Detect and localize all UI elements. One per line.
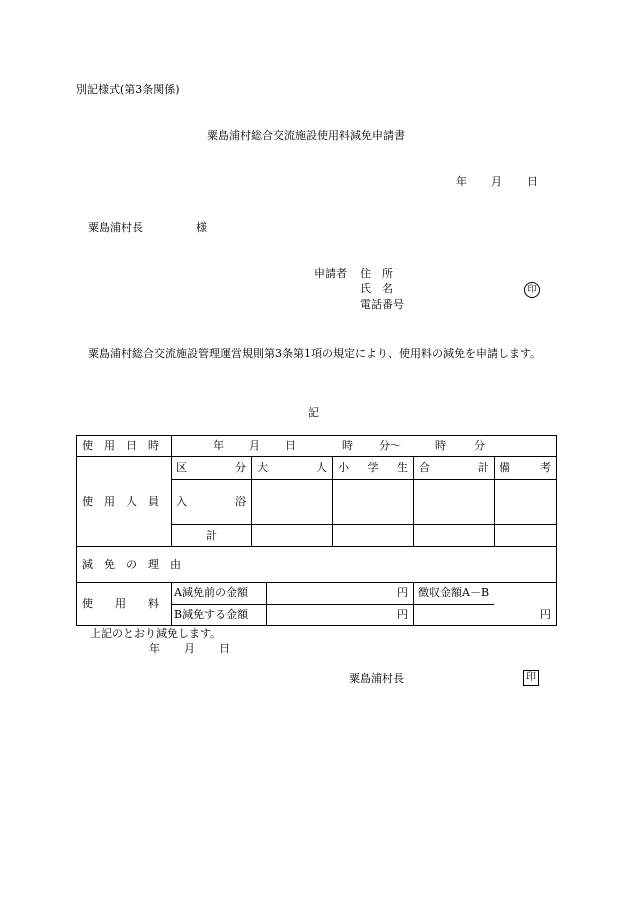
- approval-day-label: 日: [219, 642, 230, 655]
- yen-unit: 円: [397, 586, 408, 599]
- usage-datetime-label: 使 用 日 時: [82, 439, 159, 452]
- yen-unit: 円: [540, 608, 551, 621]
- collection-amount-label: 徴収金額A－B: [418, 586, 490, 599]
- request-statement: 粟島浦村総合交流施設管理運営規則第3条第1項の規定により、使用料の減免を申請します。: [88, 347, 542, 360]
- details-table: [76, 435, 557, 626]
- reduction-reason-label: 減 免 の 理 由: [82, 558, 181, 571]
- yen-unit: 円: [397, 608, 408, 621]
- col-header-total: 合 計: [419, 461, 489, 474]
- phone-label: 電話番号: [360, 298, 404, 311]
- usage-hour-start-label: 時: [342, 439, 353, 452]
- persons-label: 使 用 人 員: [82, 495, 159, 508]
- approval-year-label: 年: [149, 642, 160, 655]
- applicant-seal-icon: 印: [524, 282, 540, 298]
- usage-year-label: 年: [213, 439, 224, 452]
- document-title: 粟島浦村総合交流施設使用料減免申請書: [207, 129, 405, 142]
- usage-hour-end-label: 時: [435, 439, 446, 452]
- address-label: 住 所: [360, 267, 393, 280]
- fee-before-reduction-label: A減免前の金額: [174, 586, 248, 599]
- approval-month-label: 月: [184, 642, 195, 655]
- col-header-child: 小 学 生: [338, 461, 408, 474]
- fee-label: 使 用 料: [82, 597, 159, 610]
- approval-statement: 上記のとおり減免します。: [90, 627, 222, 640]
- date-year-label: 年: [456, 175, 467, 188]
- ki-marker: 記: [308, 406, 319, 419]
- applicant-label: 申請者: [314, 267, 347, 280]
- bath-row-label: 入 浴: [176, 495, 246, 508]
- addressee: 粟島浦村長: [88, 221, 143, 234]
- mayor-signature-label: 粟島浦村長: [349, 672, 404, 685]
- usage-minute-start-label: 分～: [379, 439, 401, 452]
- usage-minute-end-label: 分: [474, 439, 485, 452]
- honorific: 様: [196, 221, 207, 234]
- name-label: 氏 名: [360, 282, 393, 295]
- date-day-label: 日: [527, 175, 538, 188]
- usage-day-label: 日: [285, 439, 296, 452]
- col-header-remarks: 備 考: [499, 461, 551, 474]
- date-month-label: 月: [491, 175, 502, 188]
- col-header-kubun: 区 分: [176, 461, 246, 474]
- fee-reduction-amount-label: B減免する金額: [174, 608, 249, 621]
- mayor-seal-icon: 印: [523, 670, 539, 686]
- usage-month-label: 月: [249, 439, 260, 452]
- total-row-label: 計: [206, 529, 217, 542]
- form-reference: 別記様式(第3条関係): [76, 83, 180, 96]
- col-header-adult: 大 人: [257, 461, 327, 474]
